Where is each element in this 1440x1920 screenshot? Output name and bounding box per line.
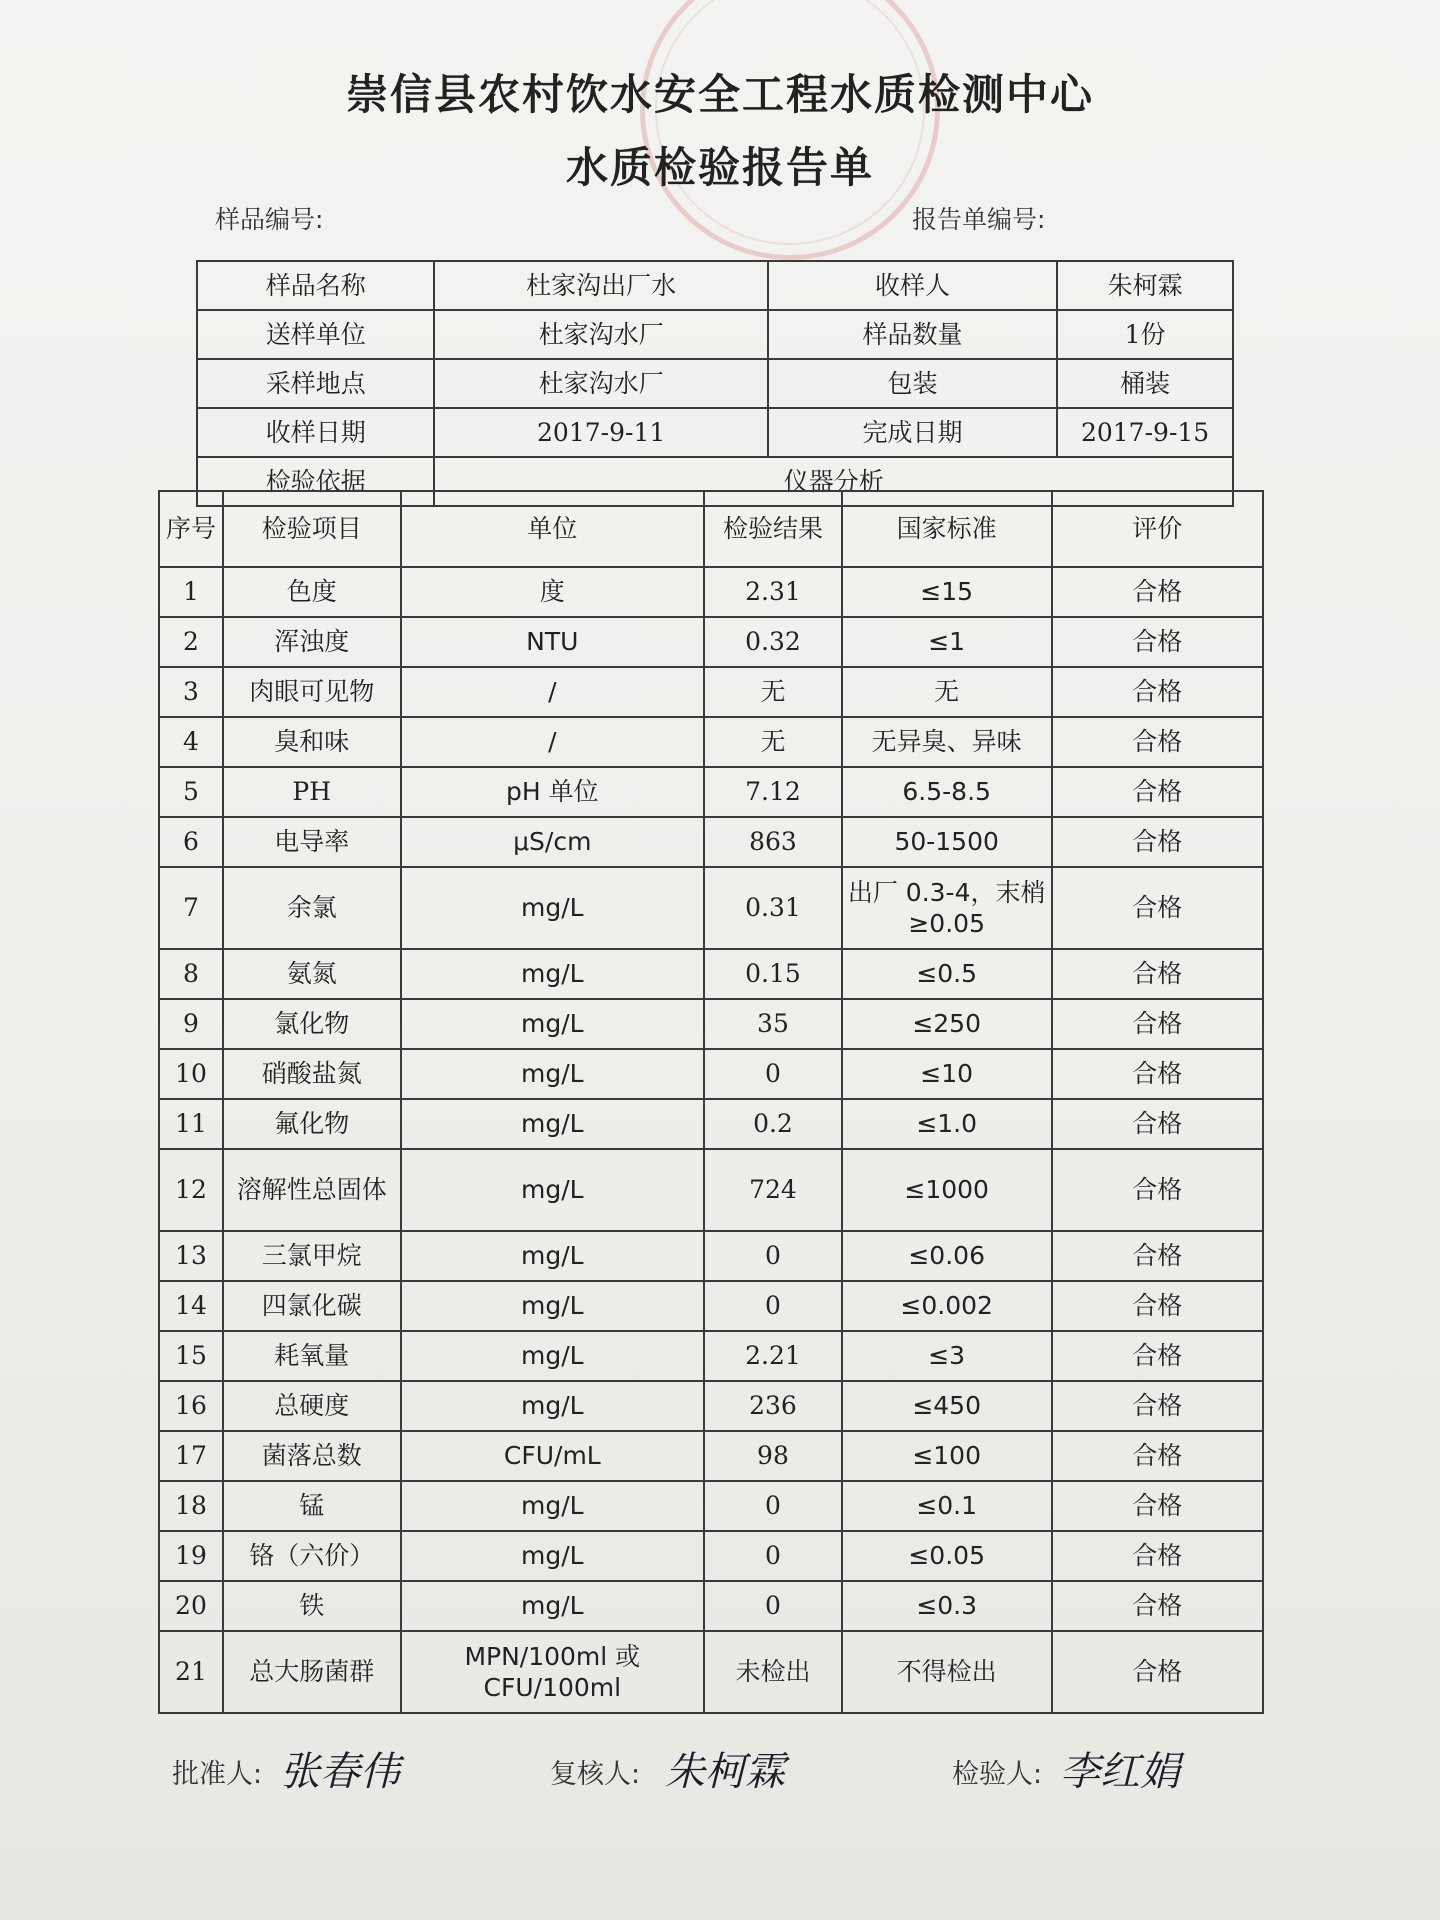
- inspector-label: 检验人:: [952, 1759, 1043, 1790]
- result-cell: 2.21: [704, 1331, 842, 1381]
- result-cell: 98: [704, 1431, 842, 1481]
- item-cell: 铁: [223, 1581, 401, 1631]
- unit-cell: mg/L: [401, 1099, 705, 1149]
- evaluation-cell: 合格: [1052, 999, 1264, 1049]
- table-row: [159, 949, 1263, 999]
- item-cell: 耗氧量: [223, 1331, 401, 1381]
- evaluation-cell: 合格: [1052, 1231, 1264, 1281]
- unit-cell: mg/L: [401, 867, 705, 949]
- organization-title: 崇信县农村饮水安全工程水质检测中心: [345, 70, 1094, 119]
- info-label: 包装: [768, 359, 1057, 408]
- standard-cell: ≤0.002: [842, 1281, 1052, 1331]
- table-row: [159, 999, 1263, 1049]
- evaluation-cell: 合格: [1052, 949, 1264, 999]
- evaluation-cell: 合格: [1052, 717, 1264, 767]
- seq-cell: 9: [159, 999, 223, 1049]
- item-cell: 菌落总数: [223, 1431, 401, 1481]
- item-cell: 臭和味: [223, 717, 401, 767]
- unit-cell: mg/L: [401, 1481, 705, 1531]
- evaluation-cell: 合格: [1052, 567, 1264, 617]
- table-row: [159, 717, 1263, 767]
- table-row: [159, 867, 1263, 949]
- info-value: 朱柯霖: [1057, 261, 1233, 310]
- info-label: 样品数量: [768, 310, 1057, 359]
- info-label: 收样日期: [197, 408, 434, 457]
- info-row: [197, 408, 1233, 457]
- result-cell: 0: [704, 1281, 842, 1331]
- info-label: 送样单位: [197, 310, 434, 359]
- standard-cell: 不得检出: [842, 1631, 1052, 1713]
- result-cell: 236: [704, 1381, 842, 1431]
- table-row: [159, 1581, 1263, 1631]
- evaluation-cell: 合格: [1052, 1531, 1264, 1581]
- table-row: [159, 1381, 1263, 1431]
- standard-cell: 无: [842, 667, 1052, 717]
- info-value: 桶装: [1057, 359, 1233, 408]
- info-row: [197, 310, 1233, 359]
- item-cell: 氨氮: [223, 949, 401, 999]
- table-row: [159, 1099, 1263, 1149]
- result-cell: 7.12: [704, 767, 842, 817]
- reviewer-signature: 朱柯霖: [665, 1749, 785, 1795]
- seq-cell: 20: [159, 1581, 223, 1631]
- table-row: [159, 567, 1263, 617]
- info-value: 杜家沟水厂: [434, 310, 767, 359]
- basis-value: 仪器分析: [434, 457, 1233, 506]
- result-cell: 863: [704, 817, 842, 867]
- result-cell: 无: [704, 667, 842, 717]
- table-row: [159, 1481, 1263, 1531]
- result-cell: 未检出: [704, 1631, 842, 1713]
- table-row: [159, 1531, 1263, 1581]
- evaluation-cell: 合格: [1052, 1631, 1264, 1713]
- table-row: [159, 1281, 1263, 1331]
- standard-cell: ≤10: [842, 1049, 1052, 1099]
- unit-cell: mg/L: [401, 1281, 705, 1331]
- info-label: 完成日期: [768, 408, 1057, 457]
- evaluation-cell: 合格: [1052, 817, 1264, 867]
- seq-cell: 18: [159, 1481, 223, 1531]
- seq-cell: 4: [159, 717, 223, 767]
- unit-cell: mg/L: [401, 1231, 705, 1281]
- standard-cell: ≤0.5: [842, 949, 1052, 999]
- unit-cell: mg/L: [401, 1149, 705, 1231]
- info-value: 2017-9-11: [434, 408, 767, 457]
- info-label: 采样地点: [197, 359, 434, 408]
- seq-cell: 16: [159, 1381, 223, 1431]
- evaluation-cell: 合格: [1052, 1099, 1264, 1149]
- approver-signature: 张春伟: [280, 1749, 400, 1795]
- standard-cell: ≤1.0: [842, 1099, 1052, 1149]
- seq-cell: 7: [159, 867, 223, 949]
- evaluation-cell: 合格: [1052, 1281, 1264, 1331]
- standard-cell: ≤3: [842, 1331, 1052, 1381]
- item-cell: 总大肠菌群: [223, 1631, 401, 1713]
- item-cell: 锰: [223, 1481, 401, 1531]
- info-value: 杜家沟水厂: [434, 359, 767, 408]
- table-row: [159, 817, 1263, 867]
- result-cell: 2.31: [704, 567, 842, 617]
- table-row: [159, 1431, 1263, 1481]
- seq-cell: 10: [159, 1049, 223, 1099]
- seq-cell: 5: [159, 767, 223, 817]
- unit-cell: pH 单位: [401, 767, 705, 817]
- seq-cell: 1: [159, 567, 223, 617]
- item-cell: 余氯: [223, 867, 401, 949]
- seq-cell: 17: [159, 1431, 223, 1481]
- unit-cell: mg/L: [401, 1531, 705, 1581]
- seq-cell: 15: [159, 1331, 223, 1381]
- item-cell: 四氯化碳: [223, 1281, 401, 1331]
- standard-cell: 出厂 0.3-4，末梢≥0.05: [842, 867, 1052, 949]
- table-row: [159, 1331, 1263, 1381]
- unit-cell: mg/L: [401, 1331, 705, 1381]
- result-cell: 0.2: [704, 1099, 842, 1149]
- standard-cell: 无异臭、异味: [842, 717, 1052, 767]
- result-cell: 0: [704, 1581, 842, 1631]
- standard-cell: ≤250: [842, 999, 1052, 1049]
- standard-cell: 50-1500: [842, 817, 1052, 867]
- test-results-table: [158, 490, 1264, 1714]
- standard-cell: ≤0.06: [842, 1231, 1052, 1281]
- unit-cell: mg/L: [401, 1049, 705, 1099]
- standard-cell: ≤100: [842, 1431, 1052, 1481]
- unit-cell: 度: [401, 567, 705, 617]
- result-cell: 0: [704, 1231, 842, 1281]
- seq-cell: 2: [159, 617, 223, 667]
- seq-cell: 11: [159, 1099, 223, 1149]
- item-cell: 色度: [223, 567, 401, 617]
- item-cell: PH: [223, 767, 401, 817]
- unit-cell: mg/L: [401, 1381, 705, 1431]
- evaluation-cell: 合格: [1052, 1581, 1264, 1631]
- info-value: 1份: [1057, 310, 1233, 359]
- info-value: 杜家沟出厂水: [434, 261, 767, 310]
- item-cell: 电导率: [223, 817, 401, 867]
- item-cell: 溶解性总固体: [223, 1149, 401, 1231]
- standard-cell: ≤0.3: [842, 1581, 1052, 1631]
- info-row: [197, 359, 1233, 408]
- report-title: 水质检验报告单: [565, 143, 874, 192]
- unit-cell: MPN/100ml 或 CFU/100ml: [401, 1631, 705, 1713]
- item-cell: 浑浊度: [223, 617, 401, 667]
- col-standard-header: 国家标准: [842, 491, 1052, 567]
- evaluation-cell: 合格: [1052, 667, 1264, 717]
- result-cell: 0: [704, 1481, 842, 1531]
- unit-cell: mg/L: [401, 999, 705, 1049]
- info-label: 收样人: [768, 261, 1057, 310]
- col-result-header: 检验结果: [704, 491, 842, 567]
- item-cell: 三氯甲烷: [223, 1231, 401, 1281]
- table-row: [159, 1049, 1263, 1099]
- evaluation-cell: 合格: [1052, 1481, 1264, 1531]
- reviewer-label: 复核人:: [550, 1759, 641, 1790]
- evaluation-cell: 合格: [1052, 867, 1264, 949]
- col-evaluation-header: 评价: [1052, 491, 1264, 567]
- result-cell: 0: [704, 1531, 842, 1581]
- result-cell: 0.32: [704, 617, 842, 667]
- sample-number-label: 样品编号:: [215, 205, 324, 234]
- standard-cell: ≤15: [842, 567, 1052, 617]
- evaluation-cell: 合格: [1052, 1431, 1264, 1481]
- item-cell: 氟化物: [223, 1099, 401, 1149]
- evaluation-cell: 合格: [1052, 617, 1264, 667]
- standard-cell: ≤450: [842, 1381, 1052, 1431]
- standard-cell: ≤0.05: [842, 1531, 1052, 1581]
- table-row: [159, 617, 1263, 667]
- unit-cell: CFU/mL: [401, 1431, 705, 1481]
- table-row: [159, 667, 1263, 717]
- evaluation-cell: 合格: [1052, 1331, 1264, 1381]
- seq-cell: 8: [159, 949, 223, 999]
- basis-label: 检验依据: [197, 457, 434, 506]
- info-label: 样品名称: [197, 261, 434, 310]
- info-row: [197, 261, 1233, 310]
- info-value: 2017-9-15: [1057, 408, 1233, 457]
- evaluation-cell: 合格: [1052, 1149, 1264, 1231]
- item-cell: 氯化物: [223, 999, 401, 1049]
- approver-label: 批准人:: [172, 1759, 263, 1790]
- evaluation-cell: 合格: [1052, 1049, 1264, 1099]
- col-seq-header: 序号: [159, 491, 223, 567]
- table-row: [159, 1149, 1263, 1231]
- result-cell: 0.31: [704, 867, 842, 949]
- item-cell: 铬（六价）: [223, 1531, 401, 1581]
- seq-cell: 12: [159, 1149, 223, 1231]
- unit-cell: mg/L: [401, 949, 705, 999]
- result-cell: 0: [704, 1049, 842, 1099]
- evaluation-cell: 合格: [1052, 767, 1264, 817]
- report-number-label: 报告单编号:: [912, 205, 1046, 234]
- seq-cell: 13: [159, 1231, 223, 1281]
- col-item-header: 检验项目: [223, 491, 401, 567]
- standard-cell: 6.5-8.5: [842, 767, 1052, 817]
- seq-cell: 19: [159, 1531, 223, 1581]
- standard-cell: ≤0.1: [842, 1481, 1052, 1531]
- unit-cell: mg/L: [401, 1581, 705, 1631]
- item-cell: 肉眼可见物: [223, 667, 401, 717]
- seq-cell: 6: [159, 817, 223, 867]
- seq-cell: 21: [159, 1631, 223, 1713]
- unit-cell: NTU: [401, 617, 705, 667]
- standard-cell: ≤1000: [842, 1149, 1052, 1231]
- standard-cell: ≤1: [842, 617, 1052, 667]
- unit-cell: /: [401, 667, 705, 717]
- unit-cell: /: [401, 717, 705, 767]
- inspector-signature: 李红娟: [1060, 1749, 1180, 1795]
- sample-info-table: [196, 260, 1234, 507]
- evaluation-cell: 合格: [1052, 1381, 1264, 1431]
- item-cell: 硝酸盐氮: [223, 1049, 401, 1099]
- table-row: [159, 1231, 1263, 1281]
- unit-cell: μS/cm: [401, 817, 705, 867]
- result-cell: 0.15: [704, 949, 842, 999]
- table-row: [159, 767, 1263, 817]
- result-cell: 35: [704, 999, 842, 1049]
- result-cell: 724: [704, 1149, 842, 1231]
- table-header-row: [159, 491, 1263, 567]
- result-cell: 无: [704, 717, 842, 767]
- item-cell: 总硬度: [223, 1381, 401, 1431]
- seq-cell: 14: [159, 1281, 223, 1331]
- table-row: [159, 1631, 1263, 1713]
- seq-cell: 3: [159, 667, 223, 717]
- col-unit-header: 单位: [401, 491, 705, 567]
